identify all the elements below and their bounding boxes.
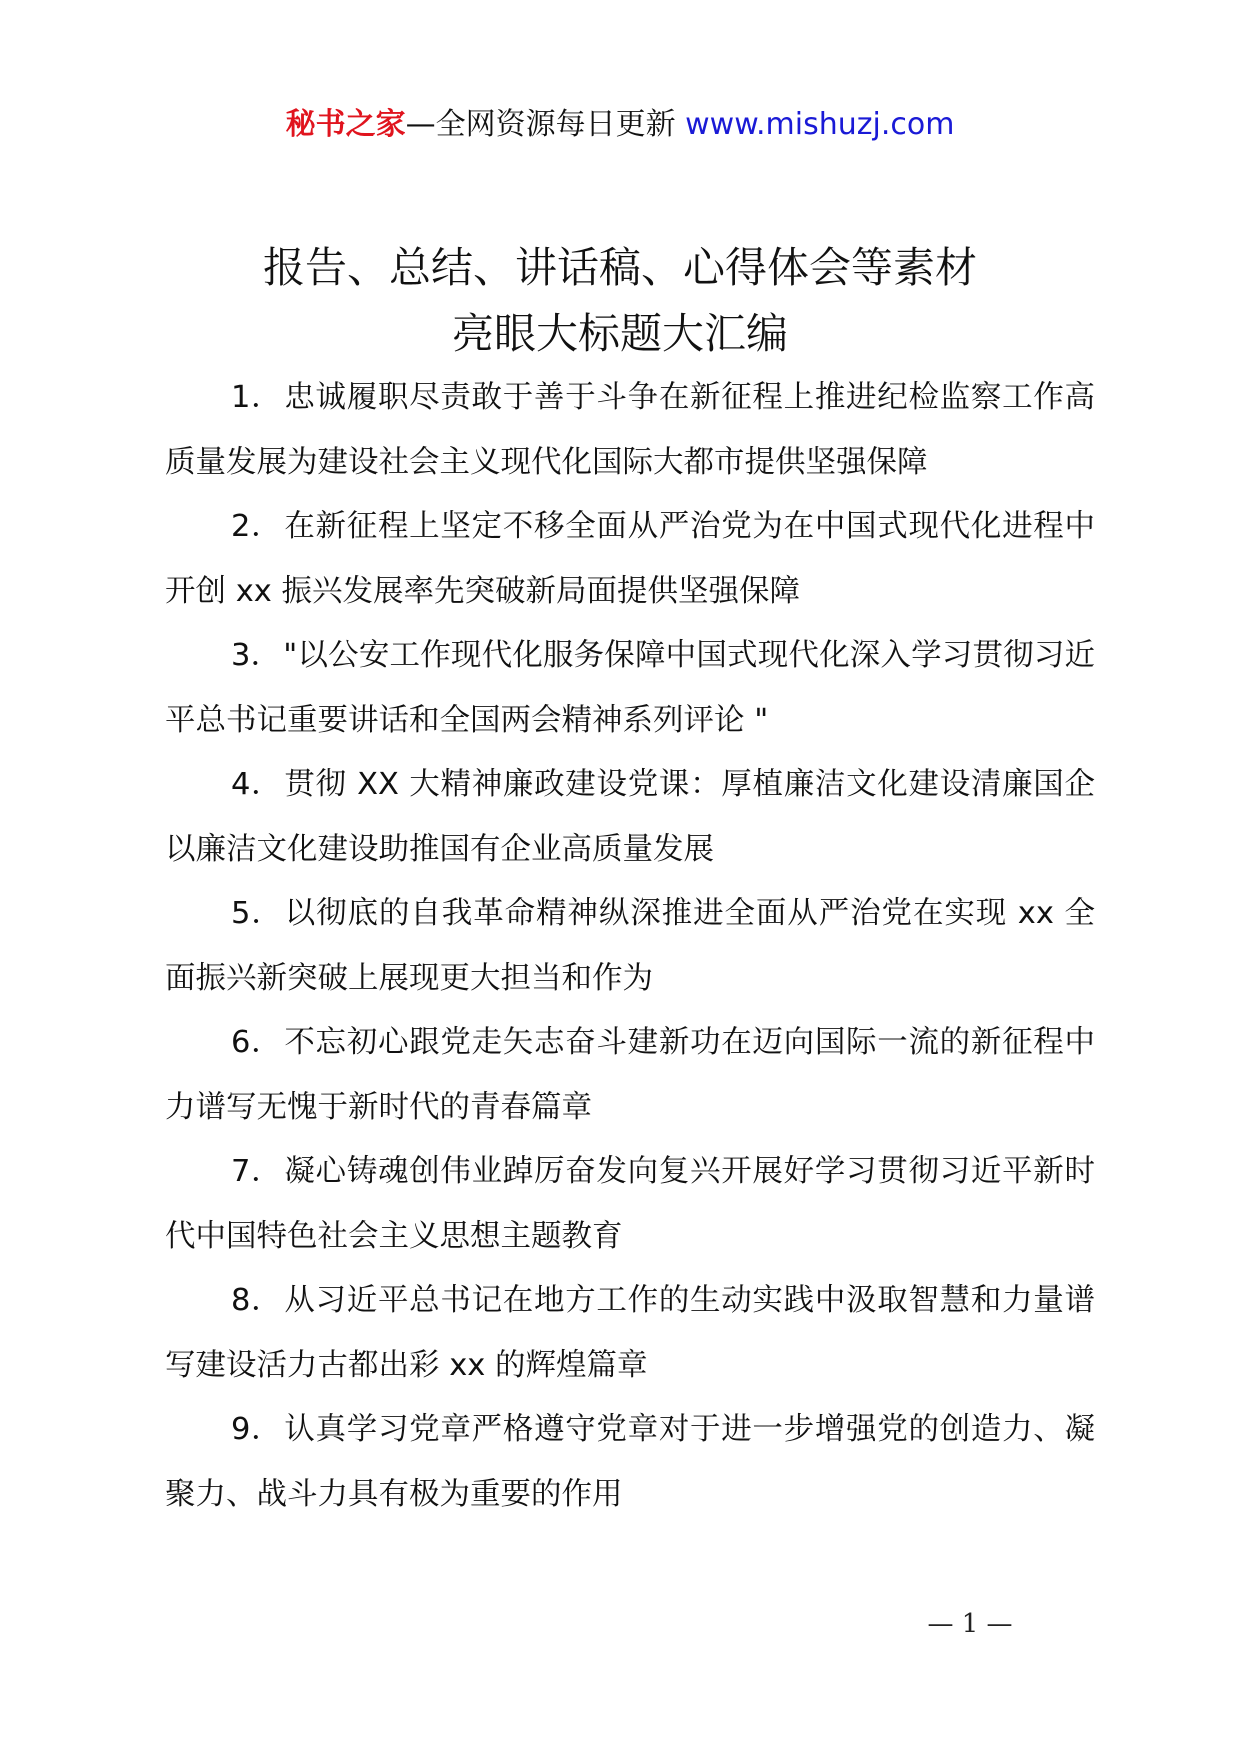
list-item	[165, 1269, 1095, 1398]
document-title-line-2: 亮眼大标题大汇编	[451, 309, 788, 358]
list-item	[165, 1398, 1095, 1527]
item-number: 8．	[231, 1283, 283, 1318]
item-number: 4．	[231, 767, 283, 802]
slogan: —全网资源每日更新	[405, 107, 686, 142]
list-item	[165, 366, 1095, 495]
item-number: 3．	[231, 638, 282, 673]
item-text: "以公安工作现代化服务保障中国式现代化深入学习贯彻习近平总书记重要讲话和全国两会精神系列评论 "	[165, 638, 1096, 738]
item-text: 凝心铸魂创伟业踔厉奋发向复兴开展好学习贯彻习近平新时代中国特色社会主义思想主题教育	[165, 1154, 1096, 1254]
list-item	[165, 495, 1095, 624]
item-number: 1．	[231, 380, 283, 415]
site-header	[0, 100, 1240, 150]
list-item	[165, 882, 1095, 1011]
item-text: 不忘初心跟党走矢志奋斗建新功在迈向国际一流的新征程中力谱写无愧于新时代的青春篇章	[165, 1025, 1096, 1125]
list-item	[165, 624, 1095, 753]
item-number: 9．	[231, 1412, 283, 1447]
item-number: 7．	[231, 1154, 283, 1189]
item-text: 认真学习党章严格遵守党章对于进一步增强党的创造力、凝聚力、战斗力具有极为重要的作用	[165, 1412, 1096, 1512]
item-number: 6．	[231, 1025, 283, 1060]
page-number: — 1 —	[927, 1609, 1013, 1639]
document-title-line-1: 报告、总结、讲话稿、心得体会等素材	[262, 243, 977, 292]
item-number: 5．	[231, 896, 283, 931]
site-url-link[interactable]: www.mishuzj.com	[685, 107, 955, 142]
item-text: 贯彻 XX 大精神廉政建设党课：厚植廉洁文化建设清廉国企以廉洁文化建设助推国有企业高质量发展	[165, 767, 1095, 867]
list-item	[165, 753, 1095, 882]
item-text: 在新征程上坚定不移全面从严治党为在中国式现代化进程中开创 xx 振兴发展率先突破新局面提供坚强保障	[165, 509, 1096, 609]
list-item	[165, 1140, 1095, 1269]
list-item	[165, 1011, 1095, 1140]
item-number: 2．	[231, 509, 283, 544]
item-text: 以彻底的自我革命精神纵深推进全面从严治党在实现 xx 全面振兴新突破上展现更大担当和作为	[165, 896, 1095, 996]
item-text: 从习近平总书记在地方工作的生动实践中汲取智慧和力量谱写建设活力古都出彩 xx 的辉煌篇章	[165, 1283, 1096, 1383]
headline-list	[165, 366, 1095, 1527]
item-text: 忠诚履职尽责敢于善于斗争在新征程上推进纪检监察工作高质量发展为建设社会主义现代化国际大都市提供坚强保障	[165, 380, 1096, 480]
brand-name: 秘书之家	[285, 107, 406, 142]
